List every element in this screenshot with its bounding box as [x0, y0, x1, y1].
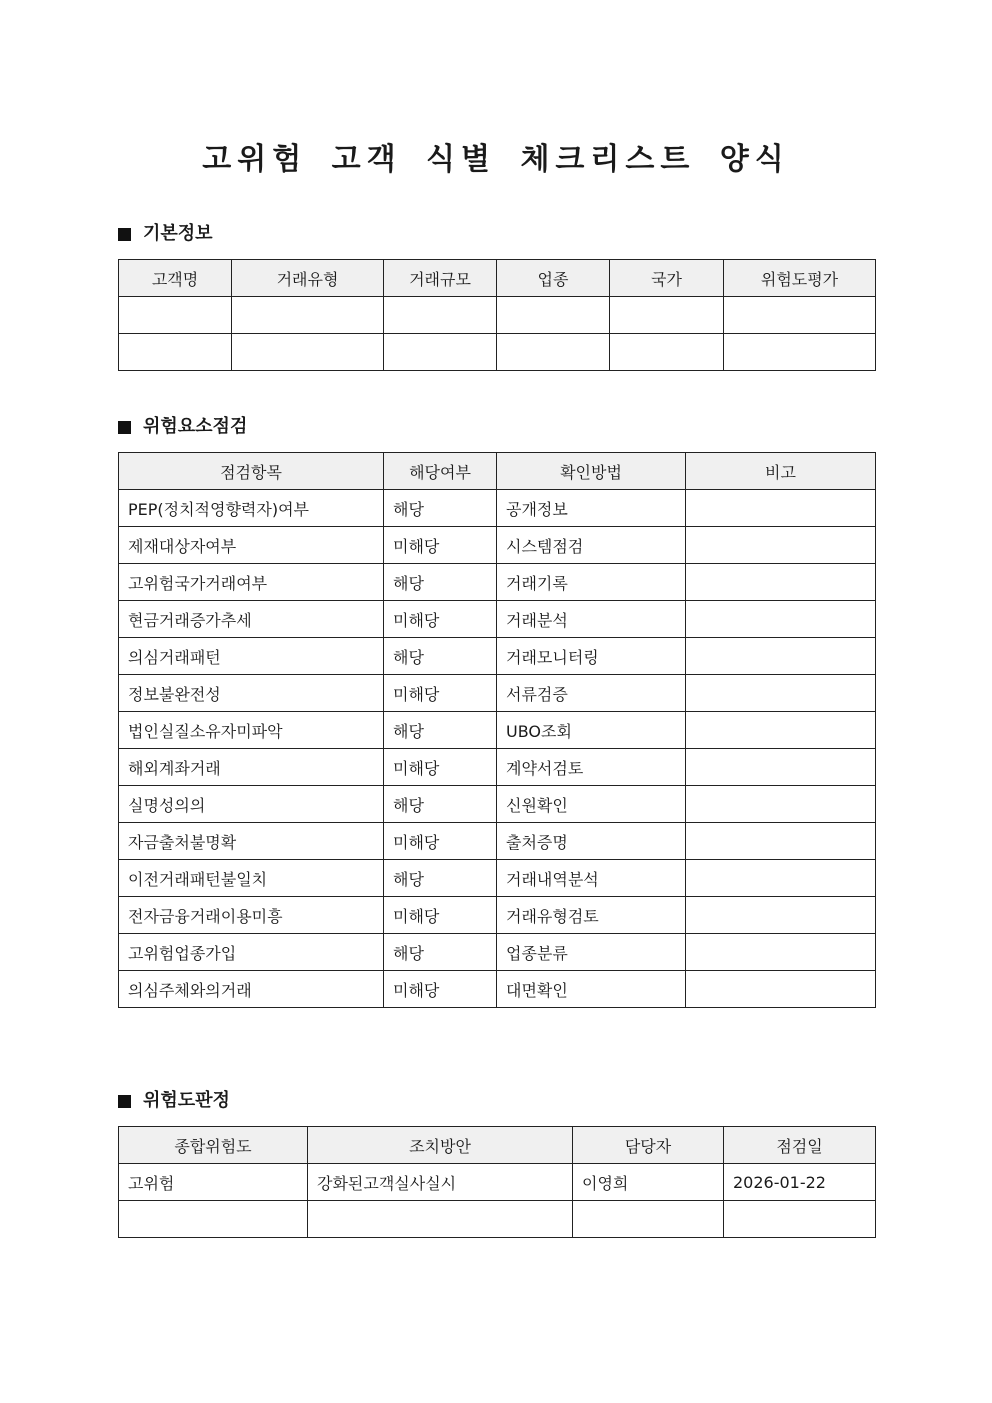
remarks-cell[interactable] — [686, 971, 876, 1008]
risk-judgment-section — [118, 1088, 875, 1238]
overall-risk-cell[interactable]: 고위험 — [119, 1164, 308, 1201]
input-cell[interactable] — [724, 334, 876, 371]
header-cell: 거래유형 — [232, 260, 384, 297]
table-header-row — [119, 260, 876, 297]
input-cell[interactable] — [497, 297, 610, 334]
verification-method-cell[interactable]: 서류검증 — [497, 675, 686, 712]
verification-method-cell[interactable]: 거래유형검토 — [497, 897, 686, 934]
risk-factor-heading — [118, 414, 875, 440]
basic-info-heading-label: 기본정보 — [143, 223, 213, 244]
table-row — [119, 823, 876, 860]
remarks-cell[interactable] — [686, 934, 876, 971]
header-cell: 확인방법 — [497, 453, 686, 490]
square-bullet-icon — [118, 228, 131, 241]
risk-factor-section — [118, 414, 875, 1008]
verification-method-cell[interactable]: 공개정보 — [497, 490, 686, 527]
verification-method-cell[interactable]: 업종분류 — [497, 934, 686, 971]
remarks-cell[interactable] — [686, 601, 876, 638]
square-bullet-icon — [118, 421, 131, 434]
applicability-cell[interactable]: 해당 — [384, 786, 497, 823]
applicability-cell[interactable]: 해당 — [384, 490, 497, 527]
input-cell[interactable] — [384, 297, 497, 334]
check-item-cell[interactable]: 해외계좌거래 — [119, 749, 384, 786]
check-item-cell[interactable]: 실명성의의 — [119, 786, 384, 823]
square-bullet-icon — [118, 1095, 131, 1108]
applicability-cell[interactable]: 해당 — [384, 564, 497, 601]
check-date-cell[interactable]: 2026-01-22 — [724, 1164, 876, 1201]
header-cell: 거래규모 — [384, 260, 497, 297]
risk-judgment-heading-label: 위험도판정 — [143, 1090, 230, 1111]
table-row — [119, 601, 876, 638]
risk-factor-rows — [119, 490, 876, 1008]
header-cell: 위험도평가 — [724, 260, 876, 297]
basic-info-section — [118, 221, 875, 371]
risk-factor-heading-label: 위험요소점검 — [143, 416, 248, 437]
header-cell: 고객명 — [119, 260, 232, 297]
verification-method-cell[interactable]: 거래내역분석 — [497, 860, 686, 897]
input-cell[interactable] — [232, 334, 384, 371]
input-cell[interactable] — [610, 334, 724, 371]
applicability-cell[interactable]: 미해당 — [384, 897, 497, 934]
input-cell[interactable] — [119, 334, 232, 371]
applicability-cell[interactable]: 미해당 — [384, 971, 497, 1008]
table-row — [119, 1201, 876, 1238]
page-title: 고위험 고객 식별 체크리스트 양식 — [202, 142, 790, 177]
check-item-cell[interactable]: 현금거래증가추세 — [119, 601, 384, 638]
overall-risk-cell[interactable] — [119, 1201, 308, 1238]
verification-method-cell[interactable]: 시스템점검 — [497, 527, 686, 564]
basic-info-heading — [118, 221, 875, 247]
table-row — [119, 564, 876, 601]
table-row — [119, 712, 876, 749]
table-header-row — [119, 1127, 876, 1164]
applicability-cell[interactable]: 미해당 — [384, 749, 497, 786]
risk-judgment-heading — [118, 1088, 875, 1114]
table-row — [119, 527, 876, 564]
basic-info-table — [118, 259, 876, 371]
header-cell: 해당여부 — [384, 453, 497, 490]
applicability-cell[interactable]: 미해당 — [384, 601, 497, 638]
remarks-cell[interactable] — [686, 897, 876, 934]
verification-method-cell[interactable]: 출처증명 — [497, 823, 686, 860]
header-cell: 비고 — [686, 453, 876, 490]
remarks-cell[interactable] — [686, 712, 876, 749]
remarks-cell[interactable] — [686, 527, 876, 564]
applicability-cell[interactable]: 해당 — [384, 712, 497, 749]
verification-method-cell[interactable]: 거래모니터링 — [497, 638, 686, 675]
input-cell[interactable] — [724, 297, 876, 334]
remarks-cell[interactable] — [686, 675, 876, 712]
table-row — [119, 675, 876, 712]
table-row — [119, 897, 876, 934]
verification-method-cell[interactable]: 대면확인 — [497, 971, 686, 1008]
table-row — [119, 638, 876, 675]
action-plan-cell[interactable] — [308, 1201, 573, 1238]
table-header-row — [119, 453, 876, 490]
remarks-cell[interactable] — [686, 638, 876, 675]
applicability-cell[interactable]: 미해당 — [384, 675, 497, 712]
applicability-cell[interactable]: 미해당 — [384, 823, 497, 860]
verification-method-cell[interactable]: 거래분석 — [497, 601, 686, 638]
verification-method-cell[interactable]: UBO조회 — [497, 712, 686, 749]
input-cell[interactable] — [232, 297, 384, 334]
header-cell: 업종 — [497, 260, 610, 297]
applicability-cell[interactable]: 해당 — [384, 934, 497, 971]
input-cell[interactable] — [497, 334, 610, 371]
table-row — [119, 334, 876, 371]
verification-method-cell[interactable]: 계약서검토 — [497, 749, 686, 786]
check-item-cell[interactable]: 법인실질소유자미파악 — [119, 712, 384, 749]
table-row — [119, 490, 876, 527]
check-item-cell[interactable]: PEP(정치적영향력자)여부 — [119, 490, 384, 527]
check-date-cell[interactable] — [724, 1201, 876, 1238]
remarks-cell[interactable] — [686, 786, 876, 823]
header-cell: 국가 — [610, 260, 724, 297]
input-cell[interactable] — [384, 334, 497, 371]
check-item-cell[interactable]: 전자금융거래이용미흥 — [119, 897, 384, 934]
check-item-cell[interactable]: 제재대상자여부 — [119, 527, 384, 564]
header-cell: 종합위험도 — [119, 1127, 308, 1164]
remarks-cell[interactable] — [686, 490, 876, 527]
table-row — [119, 971, 876, 1008]
table-row — [119, 860, 876, 897]
check-item-cell[interactable]: 의심주체와의거래 — [119, 971, 384, 1008]
check-item-cell[interactable]: 고위험업종가입 — [119, 934, 384, 971]
assignee-cell[interactable]: 이영희 — [573, 1164, 724, 1201]
input-cell[interactable] — [119, 297, 232, 334]
check-item-cell[interactable]: 자금출처불명확 — [119, 823, 384, 860]
remarks-cell[interactable] — [686, 823, 876, 860]
input-cell[interactable] — [610, 297, 724, 334]
header-cell: 점검항목 — [119, 453, 384, 490]
action-plan-cell[interactable]: 강화된고객실사실시 — [308, 1164, 573, 1201]
check-item-cell[interactable]: 이전거래패턴불일치 — [119, 860, 384, 897]
risk-factor-table — [118, 452, 876, 1008]
check-item-cell[interactable]: 의심거래패턴 — [119, 638, 384, 675]
check-item-cell[interactable]: 정보불완전성 — [119, 675, 384, 712]
remarks-cell[interactable] — [686, 749, 876, 786]
assignee-cell[interactable] — [573, 1201, 724, 1238]
table-row — [119, 749, 876, 786]
remarks-cell[interactable] — [686, 564, 876, 601]
remarks-cell[interactable] — [686, 860, 876, 897]
applicability-cell[interactable]: 해당 — [384, 638, 497, 675]
table-row — [119, 1164, 876, 1201]
header-cell: 조치방안 — [308, 1127, 573, 1164]
verification-method-cell[interactable]: 신원확인 — [497, 786, 686, 823]
header-cell: 담당자 — [573, 1127, 724, 1164]
table-row — [119, 786, 876, 823]
applicability-cell[interactable]: 미해당 — [384, 527, 497, 564]
check-item-cell[interactable]: 고위험국가거래여부 — [119, 564, 384, 601]
table-row — [119, 934, 876, 971]
applicability-cell[interactable]: 해당 — [384, 860, 497, 897]
risk-judgment-table — [118, 1126, 876, 1238]
verification-method-cell[interactable]: 거래기록 — [497, 564, 686, 601]
table-row — [119, 297, 876, 334]
header-cell: 점검일 — [724, 1127, 876, 1164]
